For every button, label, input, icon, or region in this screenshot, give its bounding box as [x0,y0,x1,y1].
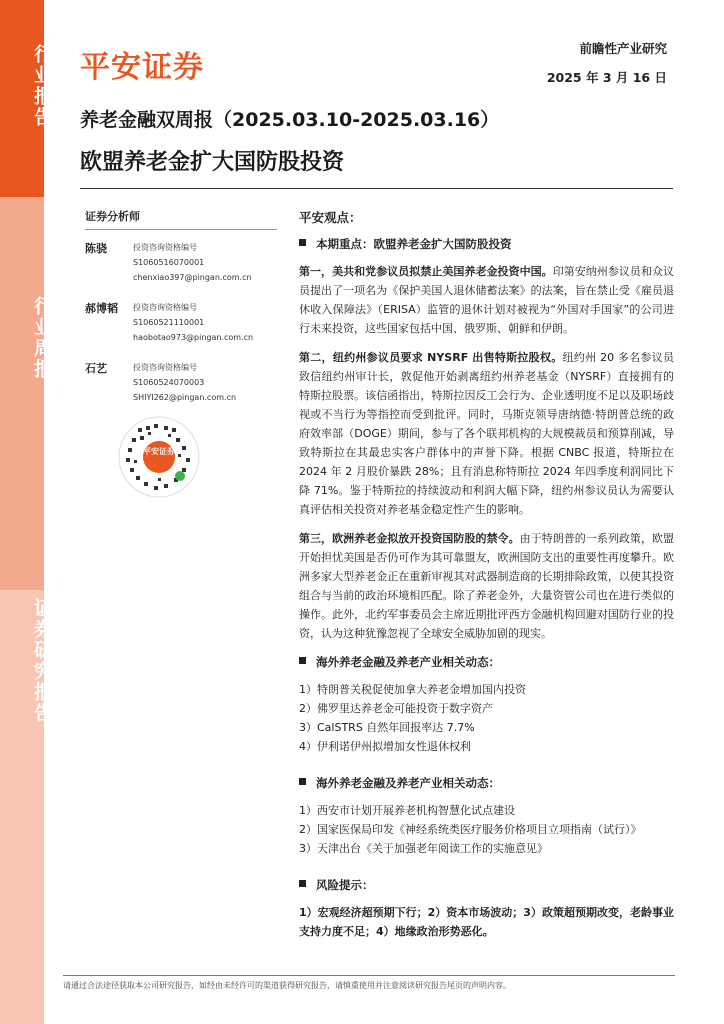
analyst-license-label: 投资咨询资格编号 [133,243,197,252]
title-divider [80,188,673,189]
overseas-heading-text: 海外养老金融及养老产业相关动态： [316,655,500,669]
analyst-entry [85,300,280,360]
footer-disclaimer: 请通过合法途径获取本公司研究报告，如经由未经许可的渠道获得研究报告，请慎重使用并注意阅读研究报告尾页的声明内容。 [63,981,511,990]
risk-heading [299,876,674,895]
analyst-email[interactable]: chenxiao397@pingan.com.cn [133,273,252,282]
report-main-title: 欧盟养老金扩大国防股投资 [80,150,345,175]
header-meta [547,39,667,86]
side-label-weekly: 行业周报 [31,296,53,380]
overseas-heading [299,653,674,672]
analyst-panel [85,208,280,420]
side-band-middle [0,197,44,590]
list-item: 3）天津出台《关于加强老年阅读工作的实施意见》 [299,842,548,855]
paragraph-1-lead: 第一，美共和党参议员拟禁止美国养老金投资中国。 [299,265,553,278]
paragraph-3-body: 由于特朗普的一系列政策，欧盟开始担忧美国是否仍可作为其可靠盟友，欧洲国防支出的重要性再度攀升。欧洲多家大型养老金正在重新审视其对武器制造商的长期排除政策，以使其投资组合与当前的政治环境相匹配。除了养老金外，大量资管公司也在进行类似的操作。此外，北约军事委员会主席近期批评西方金融机构回避对国防行业的投资，认为这种犹豫忽视了全球安全威胁加剧的现实。 [299,532,675,640]
list-item: 3）CalSTRS 自然年回报率达 7.7% [299,721,475,734]
analyst-name: 郝博韬 [85,302,118,315]
paragraph-1-body: 印第安纳州参议员和众议员提出了一项名为《保护美国人退休储蓄法案》的法案，旨在禁止受《雇员退休收入保障法》（ERISA）监管的退休计划对被视为“外国对手国家”的公司进行未来投资，这些国家包括中国、俄罗斯、朝鲜和伊朗。 [299,265,675,335]
list-item: 4）伊利诺伊州拟增加女性退休权利 [299,740,471,753]
square-bullet-icon [299,880,306,887]
domestic-heading-text: 海外养老金融及养老产业相关动态： [316,776,500,790]
analyst-license-id: S1060524070003 [133,378,205,387]
paragraph-2 [299,348,674,519]
analyst-license-id: S1060516070001 [133,258,205,267]
paragraph-2-lead: 第二，纽约州参议员要求 NYSRF 出售特斯拉股权。 [299,351,563,364]
analyst-email[interactable]: SHIYI262@pingan.com.cn [133,393,237,402]
domestic-heading [299,774,674,793]
analyst-license-label: 投资咨询资格编号 [133,303,197,312]
qr-center-text-1: 平安证券 [143,447,175,456]
report-date: 2025 年 3 月 16 日 [546,70,667,85]
list-item: 2）佛罗里达养老金可能投资于数字资产 [299,702,493,715]
analyst-name: 陈骁 [85,242,107,255]
analyst-entry [85,240,280,300]
list-item: 1）特朗普关税促使加拿大养老金增加国内投资 [299,683,526,696]
paragraph-3 [299,529,674,643]
wechat-qr-code[interactable] [118,416,200,498]
paragraph-1 [299,262,674,338]
risk-heading-text: 风险提示： [316,878,374,892]
analyst-name: 石艺 [85,362,107,375]
focus-heading [299,235,674,254]
footer-divider [63,975,675,976]
square-bullet-icon [299,239,306,246]
viewpoint-heading: 平安观点： [299,210,362,225]
square-bullet-icon [299,778,306,785]
side-label-industry-report: 行业报告 [31,44,53,128]
list-item: 1）西安市计划开展养老机构智慧化试点建设 [299,804,515,817]
analyst-license-label: 投资咨询资格编号 [133,363,197,372]
report-series-title: 养老金融双周报（2025.03.10-2025.03.16） [80,109,500,131]
company-logo: 平安证券 [80,50,204,85]
list-item: 2）国家医保局印发《神经系统类医疗服务价格项目立项指南（试行）》 [299,823,642,836]
risk-text: 1）宏观经济超预期下行；2）资本市场波动；3）政策超预期改变，老龄事业支持力度不足；4）地缘政治形势恶化。 [299,906,674,938]
focus-heading-text: 本期重点：欧盟养老金扩大国防股投资 [316,237,512,251]
square-bullet-icon [299,657,306,664]
analyst-license-id: S1060521110001 [133,318,205,327]
analyst-entry [85,360,280,420]
analyst-heading: 证券分析师 [85,208,277,230]
main-content [299,208,674,941]
report-category: 前瞻性产业研究 [579,41,667,56]
side-label-research: 证券研究报告 [31,598,53,724]
paragraph-2-body: 纽约州 20 多名参议员致信纽约州审计长，敦促他开始剥离纽约州养老基金（NYSRF）直接拥有的特斯拉股票。该信函指出，特斯拉因反工会行为、企业透明度不足以及职场歧视或不当行为等指控而受到批评。同时，马斯克领导唐纳德·特朗普总统的政府效率部（DOGE）期间，参与了各个联邦机构的大规模裁员和预算削减，导致特斯拉在其最忠实客户群体中的声誉下降。根据 CNBC 报道，特斯拉在 2024 年 2 月股价暴跌 28%；且有消息称特斯拉 2024 年四季度利润同比下降 71%。鉴于特斯拉的持续波动和利润大幅下降，纽约州参议员认为需要认真评估相关投资对养老基金稳定性产生的影响。 [299,351,674,516]
paragraph-3-lead: 第三，欧洲养老金拟放开投资国防股的禁令。 [299,532,520,545]
analyst-email[interactable]: haobotao973@pingan.com.cn [133,333,254,342]
